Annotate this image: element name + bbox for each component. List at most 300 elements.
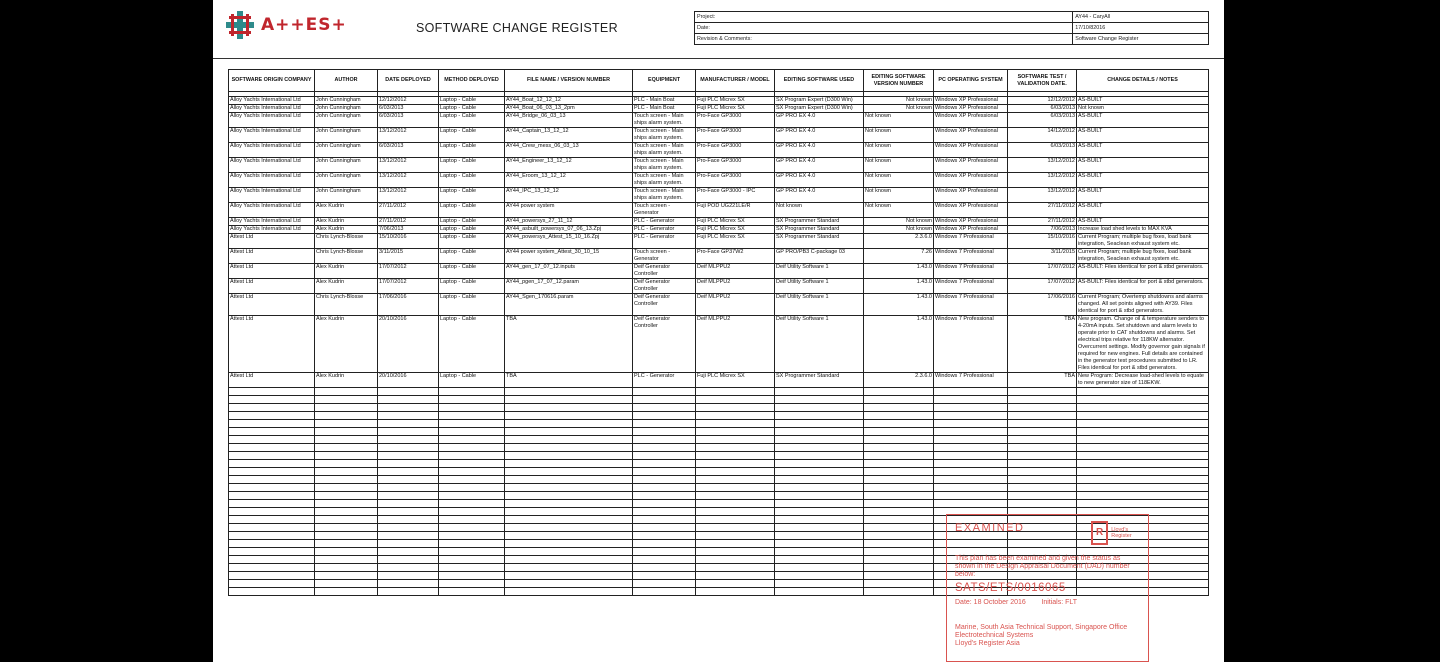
table-cell: Deif Utility Software 1 xyxy=(775,264,864,279)
table-cell: 27/11/2012 xyxy=(378,218,439,226)
blank-cell xyxy=(864,476,934,484)
blank-cell xyxy=(229,500,315,508)
blank-cell xyxy=(378,404,439,412)
blank-cell xyxy=(934,396,1008,404)
document-title: SOFTWARE CHANGE REGISTER xyxy=(416,21,618,35)
attest-logo xyxy=(225,10,347,40)
table-row xyxy=(229,97,1209,105)
table-cell: Windows XP Professional xyxy=(934,173,1008,188)
table-cell: Alloy Yachts International Ltd xyxy=(229,158,315,173)
blank-cell xyxy=(505,524,633,532)
table-cell: Not known xyxy=(864,105,934,113)
blank-cell xyxy=(315,404,378,412)
blank-cell xyxy=(505,548,633,556)
table-cell: Laptop - Cable xyxy=(439,158,505,173)
blank-cell xyxy=(1077,420,1209,428)
table-cell: 3/11/2015 xyxy=(378,249,439,264)
table-cell: Not known xyxy=(864,128,934,143)
table-cell: AY44_Engineer_13_12_12 xyxy=(505,158,633,173)
table-cell: AY44_powersys_27_11_12 xyxy=(505,218,633,226)
table-cell: Touch screen - Generator xyxy=(633,249,696,264)
blank-cell xyxy=(1077,436,1209,444)
blank-cell xyxy=(1077,404,1209,412)
table-row xyxy=(229,249,1209,264)
blank-cell xyxy=(505,532,633,540)
blank-cell xyxy=(1077,412,1209,420)
blank-cell xyxy=(315,564,378,572)
table-cell: Laptop - Cable xyxy=(439,188,505,203)
blank-cell xyxy=(633,524,696,532)
blank-cell xyxy=(505,516,633,524)
table-cell: AS-BUILT xyxy=(1077,143,1209,158)
blank-cell xyxy=(229,404,315,412)
blank-cell xyxy=(1077,428,1209,436)
table-cell: 17/07/2012 xyxy=(1008,264,1077,279)
table-cell: 13/12/2012 xyxy=(1008,158,1077,173)
blank-cell xyxy=(864,540,934,548)
column-header: EDITING SOFTWARE VERSION NUMBER xyxy=(864,70,934,92)
blank-cell xyxy=(1008,500,1077,508)
blank-cell xyxy=(1008,452,1077,460)
table-cell: 17/07/2012 xyxy=(378,264,439,279)
table-cell: Fuji PLC Micrex SX xyxy=(696,97,775,105)
blank-cell xyxy=(315,420,378,428)
blank-cell xyxy=(696,548,775,556)
table-cell: Fuji PLC Micrex SX xyxy=(696,105,775,113)
table-cell: Current Program; Overtemp shutdowns and alarms changed. All set points aligned with AY39. Files identical for port & stbd generators. xyxy=(1077,294,1209,316)
table-cell: AY44_pgen_17_07_12.param xyxy=(505,279,633,294)
blank-cell xyxy=(696,460,775,468)
table-row xyxy=(229,128,1209,143)
blank-cell xyxy=(439,508,505,516)
table-cell: John Cunningham xyxy=(315,173,378,188)
blank-cell xyxy=(864,412,934,420)
table-cell: 6/03/2013 xyxy=(1008,113,1077,128)
blank-cell xyxy=(229,388,315,396)
stamp-office xyxy=(955,624,1140,648)
blank-cell xyxy=(775,484,864,492)
table-cell: Pro-Face GP3000 xyxy=(696,143,775,158)
table-row xyxy=(229,203,1209,218)
table-cell: 13/12/2012 xyxy=(378,173,439,188)
column-header: CHANGE DETAILS / NOTES xyxy=(1077,70,1209,92)
blank-cell xyxy=(775,460,864,468)
table-cell: PLC - Generator xyxy=(633,234,696,249)
table-cell: Windows 7 Professional xyxy=(934,264,1008,279)
stamp-office-line: Lloyd's Register Asia xyxy=(955,640,1020,647)
blank-cell xyxy=(315,556,378,564)
table-cell: 7.26 xyxy=(864,249,934,264)
blank-cell xyxy=(696,420,775,428)
table-cell: 13/12/2012 xyxy=(378,128,439,143)
blank-cell xyxy=(229,476,315,484)
table-cell: 17/06/2016 xyxy=(378,294,439,316)
blank-cell xyxy=(864,588,934,596)
blank-cell xyxy=(505,436,633,444)
table-cell: Pro-Face GP3000 xyxy=(696,173,775,188)
table-cell: Chris Lynch-Blosse xyxy=(315,234,378,249)
blank-cell xyxy=(505,580,633,588)
table-cell: SX Programmer Standard xyxy=(775,373,864,388)
blank-cell xyxy=(439,572,505,580)
table-cell: 13/12/2012 xyxy=(378,188,439,203)
table-cell: 27/11/2012 xyxy=(1008,203,1077,218)
table-cell: Windows XP Professional xyxy=(934,128,1008,143)
blank-cell xyxy=(378,476,439,484)
table-cell: 13/12/2012 xyxy=(1008,173,1077,188)
blank-row xyxy=(229,500,1209,508)
blank-row xyxy=(229,420,1209,428)
blank-row xyxy=(229,452,1209,460)
table-cell: AS-BUILT xyxy=(1077,188,1209,203)
blank-cell xyxy=(775,468,864,476)
blank-cell xyxy=(864,460,934,468)
table-row xyxy=(229,226,1209,234)
table-cell: 2.3.6.0 xyxy=(864,234,934,249)
table-cell: Touch screen - Main ships alarm system. xyxy=(633,113,696,128)
blank-cell xyxy=(378,444,439,452)
table-cell: Windows 7 Professional xyxy=(934,234,1008,249)
blank-cell xyxy=(864,524,934,532)
table-cell: AS-BUILT xyxy=(1077,128,1209,143)
blank-cell xyxy=(439,476,505,484)
lr-mark-icon: R xyxy=(1091,521,1108,545)
blank-cell xyxy=(229,460,315,468)
blank-cell xyxy=(864,572,934,580)
table-cell: Laptop - Cable xyxy=(439,173,505,188)
blank-cell xyxy=(315,460,378,468)
blank-cell xyxy=(775,564,864,572)
blank-cell xyxy=(696,428,775,436)
table-cell: GP PRO EX 4.0 xyxy=(775,113,864,128)
table-cell: 27/11/2012 xyxy=(378,203,439,218)
blank-cell xyxy=(315,492,378,500)
blank-cell xyxy=(775,412,864,420)
blank-cell xyxy=(1008,436,1077,444)
table-cell: GP PRO EX 4.0 xyxy=(775,158,864,173)
table-cell: AY44_asbuilt_powersys_07_06_13.Zpj xyxy=(505,226,633,234)
blank-cell xyxy=(439,436,505,444)
blank-cell xyxy=(864,388,934,396)
blank-cell xyxy=(505,556,633,564)
blank-cell xyxy=(229,524,315,532)
stamp-date: Date: 18 October 2016 xyxy=(955,599,1026,606)
blank-cell xyxy=(229,396,315,404)
table-cell: Windows 7 Professional xyxy=(934,316,1008,373)
blank-cell xyxy=(775,444,864,452)
table-cell: Not known xyxy=(864,158,934,173)
table-cell: PLC - Generator xyxy=(633,373,696,388)
blank-cell xyxy=(696,524,775,532)
blank-cell xyxy=(1077,388,1209,396)
table-cell: Pro-Face GP37W2 xyxy=(696,249,775,264)
blank-cell xyxy=(934,500,1008,508)
blank-cell xyxy=(864,564,934,572)
blank-cell xyxy=(775,452,864,460)
table-cell: Pro-Face GP3000 - IPC xyxy=(696,188,775,203)
table-cell: 15/10/2016 xyxy=(1008,234,1077,249)
lr-logo-text: Lloyd's Register xyxy=(1111,526,1132,539)
table-row xyxy=(229,294,1209,316)
blank-cell xyxy=(633,516,696,524)
table-cell: 7/06/2013 xyxy=(1008,226,1077,234)
table-row xyxy=(229,158,1209,173)
blank-cell xyxy=(315,444,378,452)
blank-cell xyxy=(439,556,505,564)
blank-cell xyxy=(633,572,696,580)
table-cell: 1.43.0 xyxy=(864,279,934,294)
blank-cell xyxy=(315,540,378,548)
blank-cell xyxy=(633,580,696,588)
blank-cell xyxy=(505,484,633,492)
blank-cell xyxy=(229,436,315,444)
blank-cell xyxy=(775,532,864,540)
table-cell: 13/12/2012 xyxy=(1008,188,1077,203)
blank-cell xyxy=(696,588,775,596)
blank-cell xyxy=(934,436,1008,444)
blank-cell xyxy=(633,460,696,468)
table-cell: Current Program; multiple bug fixes, load bank integration, Seaclean exhaust system etc. xyxy=(1077,249,1209,264)
table-cell: Windows XP Professional xyxy=(934,105,1008,113)
table-cell: John Cunningham xyxy=(315,97,378,105)
blank-cell xyxy=(315,588,378,596)
table-cell: Not known xyxy=(864,113,934,128)
blank-cell xyxy=(864,436,934,444)
table-cell: Windows 7 Professional xyxy=(934,373,1008,388)
table-cell: AY44_IPC_13_12_12 xyxy=(505,188,633,203)
blank-cell xyxy=(378,492,439,500)
table-cell: 6/03/2013 xyxy=(1008,105,1077,113)
blank-cell xyxy=(696,532,775,540)
blank-cell xyxy=(439,444,505,452)
blank-cell xyxy=(864,516,934,524)
table-cell: PLC - Generator xyxy=(633,226,696,234)
table-cell: Alloy Yachts International Ltd xyxy=(229,143,315,158)
blank-cell xyxy=(505,452,633,460)
table-cell: 17/07/2012 xyxy=(378,279,439,294)
table-cell: Alloy Yachts International Ltd xyxy=(229,113,315,128)
blank-cell xyxy=(378,396,439,404)
stamp-dad-number: SATS/ETS/0016065 xyxy=(955,582,1066,594)
blank-cell xyxy=(505,460,633,468)
blank-cell xyxy=(1008,492,1077,500)
blank-cell xyxy=(439,460,505,468)
blank-cell xyxy=(315,468,378,476)
blank-cell xyxy=(378,420,439,428)
table-cell: AS-BUILT: Files identical for port & stbd generators. xyxy=(1077,264,1209,279)
table-cell: AS-BUILT xyxy=(1077,203,1209,218)
blank-cell xyxy=(775,548,864,556)
table-cell: Attest Ltd xyxy=(229,264,315,279)
table-cell: Touch screen - Main ships alarm system. xyxy=(633,143,696,158)
blank-cell xyxy=(934,484,1008,492)
blank-cell xyxy=(864,580,934,588)
blank-cell xyxy=(934,476,1008,484)
column-header: FILE NAME / VERSION NUMBER xyxy=(505,70,633,92)
blank-cell xyxy=(229,412,315,420)
attest-cross-icon xyxy=(225,10,255,40)
table-cell: Alloy Yachts International Ltd xyxy=(229,188,315,203)
table-cell: Deif Generator Controller xyxy=(633,294,696,316)
table-cell: John Cunningham xyxy=(315,158,378,173)
blank-cell xyxy=(378,564,439,572)
blank-cell xyxy=(229,540,315,548)
blank-cell xyxy=(934,428,1008,436)
blank-cell xyxy=(633,420,696,428)
blank-cell xyxy=(439,532,505,540)
column-header: EDITING SOFTWARE USED xyxy=(775,70,864,92)
blank-cell xyxy=(505,476,633,484)
blank-cell xyxy=(439,412,505,420)
column-header: SOFTWARE TEST / VALIDATION DATE. xyxy=(1008,70,1077,92)
blank-cell xyxy=(1077,460,1209,468)
meta-value: AY44 - CaryAll xyxy=(1073,12,1209,23)
document-sheet xyxy=(213,0,1224,662)
blank-cell xyxy=(378,460,439,468)
blank-cell xyxy=(229,580,315,588)
blank-cell xyxy=(864,556,934,564)
blank-cell xyxy=(864,508,934,516)
column-header: EQUIPMENT xyxy=(633,70,696,92)
table-cell: Fuji PLC Micrex SX xyxy=(696,373,775,388)
table-cell: Laptop - Cable xyxy=(439,128,505,143)
table-cell: Laptop - Cable xyxy=(439,97,505,105)
blank-cell xyxy=(505,396,633,404)
blank-cell xyxy=(1008,412,1077,420)
table-cell: TBA xyxy=(1008,316,1077,373)
table-cell: AS-BUILT: Files identical for port & stbd generators. xyxy=(1077,279,1209,294)
table-cell: Laptop - Cable xyxy=(439,264,505,279)
table-cell: Windows XP Professional xyxy=(934,218,1008,226)
blank-cell xyxy=(934,388,1008,396)
blank-row xyxy=(229,444,1209,452)
table-cell: Attest Ltd xyxy=(229,294,315,316)
blank-cell xyxy=(633,452,696,460)
table-row xyxy=(229,218,1209,226)
blank-cell xyxy=(439,500,505,508)
stamp-office-line: Electrotechnical Systems xyxy=(955,632,1034,639)
table-cell: Alex Kudrin xyxy=(315,218,378,226)
blank-cell xyxy=(229,428,315,436)
table-cell: Not known xyxy=(864,143,934,158)
table-cell: 6/03/2013 xyxy=(378,143,439,158)
blank-cell xyxy=(229,572,315,580)
blank-cell xyxy=(315,484,378,492)
blank-cell xyxy=(775,508,864,516)
blank-row xyxy=(229,484,1209,492)
blank-cell xyxy=(934,412,1008,420)
stamp-date-line xyxy=(955,599,1077,607)
blank-cell xyxy=(1008,388,1077,396)
blank-cell xyxy=(864,532,934,540)
table-cell: Deif MLPPU2 xyxy=(696,264,775,279)
table-cell: John Cunningham xyxy=(315,128,378,143)
table-cell: Chris Lynch-Blosse xyxy=(315,294,378,316)
blank-cell xyxy=(696,492,775,500)
table-cell: Pro-Face GP3000 xyxy=(696,128,775,143)
blank-cell xyxy=(1077,468,1209,476)
blank-cell xyxy=(229,508,315,516)
meta-row xyxy=(695,34,1209,45)
blank-row xyxy=(229,460,1209,468)
table-cell: 2.3.6.0 xyxy=(864,373,934,388)
table-cell: AY44_powersys_Attest_15_10_16.Zpj xyxy=(505,234,633,249)
table-cell: 1.43.0 xyxy=(864,294,934,316)
meta-row xyxy=(695,12,1209,23)
blank-cell xyxy=(775,436,864,444)
table-cell: Alex Kudrin xyxy=(315,279,378,294)
blank-cell xyxy=(696,500,775,508)
table-cell: 12/12/2012 xyxy=(378,97,439,105)
blank-cell xyxy=(864,404,934,412)
table-row xyxy=(229,279,1209,294)
blank-cell xyxy=(864,500,934,508)
table-cell: Chris Lynch-Blosse xyxy=(315,249,378,264)
blank-cell xyxy=(315,572,378,580)
table-cell: Pro-Face GP3000 xyxy=(696,113,775,128)
blank-cell xyxy=(439,492,505,500)
blank-cell xyxy=(229,444,315,452)
blank-cell xyxy=(864,396,934,404)
table-cell: Attest Ltd xyxy=(229,279,315,294)
table-cell: Not known xyxy=(775,203,864,218)
blank-cell xyxy=(633,508,696,516)
blank-cell xyxy=(934,444,1008,452)
table-cell: GP PRO EX 4.0 xyxy=(775,173,864,188)
lloyds-register-logo xyxy=(1091,521,1148,545)
table-cell: John Cunningham xyxy=(315,188,378,203)
table-cell: 1.43.0 xyxy=(864,316,934,373)
blank-cell xyxy=(1077,396,1209,404)
blank-cell xyxy=(633,492,696,500)
table-cell: Not known xyxy=(864,97,934,105)
stamp-body-text: This plan has been examined and given the status as shown in the Design Appraisal Document (DAD) number below: xyxy=(955,555,1130,578)
blank-cell xyxy=(229,492,315,500)
table-cell: Laptop - Cable xyxy=(439,203,505,218)
blank-cell xyxy=(1008,484,1077,492)
table-cell: 20/10/2016 xyxy=(378,316,439,373)
stamp-office-line: Marine, South Asia Technical Support, Singapore Office xyxy=(955,624,1128,631)
blank-cell xyxy=(864,484,934,492)
blank-cell xyxy=(696,556,775,564)
table-cell: 6/03/2013 xyxy=(378,113,439,128)
blank-row xyxy=(229,436,1209,444)
meta-label: Date: xyxy=(695,23,1073,34)
table-cell: Deif Generator Controller xyxy=(633,279,696,294)
column-header: METHOD DEPLOYED xyxy=(439,70,505,92)
table-cell: Laptop - Cable xyxy=(439,113,505,128)
blank-cell xyxy=(775,524,864,532)
blank-row xyxy=(229,412,1209,420)
blank-cell xyxy=(775,500,864,508)
table-cell: Fuji PLC Micrex SX xyxy=(696,226,775,234)
table-cell: Alex Kudrin xyxy=(315,264,378,279)
meta-row xyxy=(695,23,1209,34)
blank-cell xyxy=(696,540,775,548)
table-cell: Laptop - Cable xyxy=(439,294,505,316)
table-cell: 6/03/2013 xyxy=(378,105,439,113)
blank-cell xyxy=(315,388,378,396)
blank-cell xyxy=(229,564,315,572)
table-cell: AY44_Crew_mess_06_03_13 xyxy=(505,143,633,158)
blank-cell xyxy=(696,404,775,412)
blank-cell xyxy=(229,532,315,540)
blank-cell xyxy=(775,572,864,580)
table-cell: Alloy Yachts International Ltd xyxy=(229,218,315,226)
blank-cell xyxy=(229,516,315,524)
column-header: PC OPERATING SYSTEM xyxy=(934,70,1008,92)
stamp-initials: Initials: FLT xyxy=(1041,599,1078,606)
